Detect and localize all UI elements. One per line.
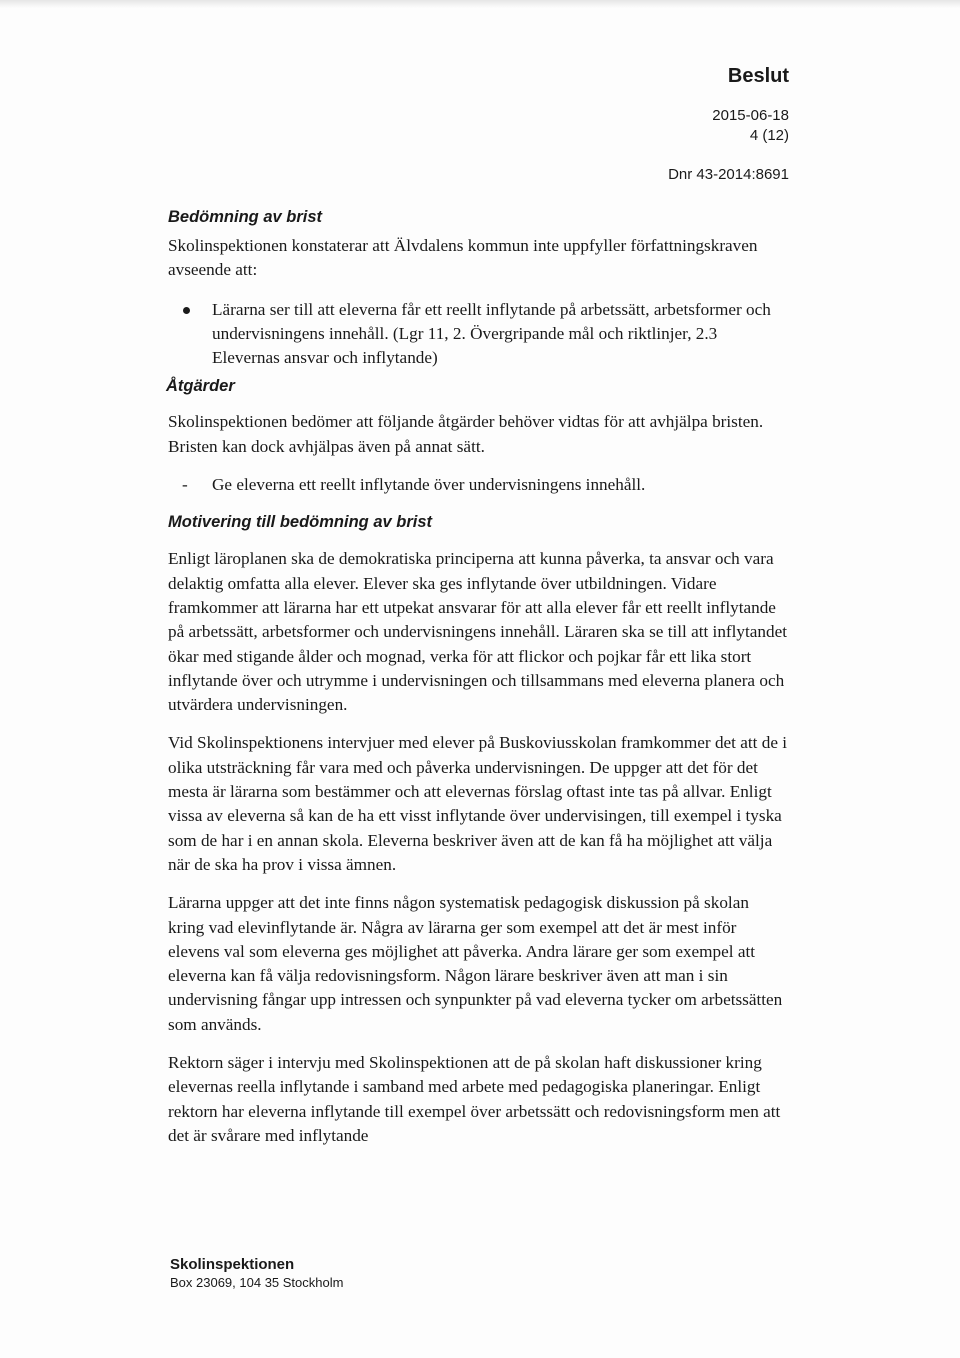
motivation-paragraph: Lärarna uppger att det inte finns någon systematisk pedagogisk diskussion på skolan kring vad elevinflytande är. Några av lärarna ger som exempel att det är mest inför elevens val som eleverna ges möjlighet att påverka. Andra lärare ger som exempel att eleverna kan få välja redovisningsform. Någon lärare beskriver även att man i sin undervisning fångar upp intressen och synpunkter på vad eleverna tycker om arbetssätten som används.: [168, 893, 783, 1034]
footer-organization: Skolinspektionen: [170, 1256, 295, 1273]
document-footer: [170, 1255, 343, 1291]
assessment-intro: Skolinspektionen konstaterar att Älvdalens kommun inte uppfyller författningskraven avseende att:: [168, 236, 758, 280]
measures-intro: Skolinspektionen bedömer att följande åtgärder behöver vidtas för att avhjälpa bristen. Bristen kan dock avhjälpas även på annat sätt.: [168, 412, 764, 456]
measures-list: [168, 473, 788, 497]
assessment-heading: Bedömning av brist: [168, 208, 323, 226]
footer-address: Box 23069, 104 35 Stockholm: [170, 1275, 344, 1290]
document-type: Beslut: [727, 65, 789, 87]
assessment-bullet-list: [168, 298, 788, 371]
bullet-icon: [183, 307, 190, 314]
dash-marker: -: [182, 475, 188, 495]
measure-text: Ge eleverna ett reellt inflytande över undervisningens innehåll.: [212, 475, 646, 495]
motivation-paragraph: Enligt läroplanen ska de demokratiska principerna att kunna påverka, ta ansvar och vara delaktig omfatta alla elever. Elever ska ges inflytande över utbildningen. Vidare framkommer att lärarna har ett utpekat ansvarar för att alla elever får ett reellt inflytande på arbetssätt, arbetsformer och undervisningens innehåll. Läraren ska se till att inflytandet ökar med stigande ålder och mognad, verka för att flickor och pojkar får ett lika stort inflytande över och utrymme i undervisningen och tillsammans med eleverna planera och utvärdera undervisningen.: [168, 549, 788, 715]
motivation-paragraph: Rektorn säger i intervju med Skolinspektionen att de på skolan haft diskussioner kring elevernas reella inflytande i samband med arbete med pedagogiska planeringar. Enligt rektorn har eleverna inflytande till exempel över arbetssätt och redovisningsform men att det är svårare med inflytande: [168, 1053, 781, 1145]
measures-heading: Åtgärder: [166, 377, 235, 396]
registration-number: Dnr 43-2014:8691: [668, 166, 789, 183]
bullet-text: Lärarna ser till att eleverna får ett reellt inflytande på arbetssätt, arbetsformer och undervisningens innehåll. (Lgr 11, 2. Övergripande mål och riktlinjer, 2.3 Elevernas ansvar och inflytande): [212, 299, 771, 368]
list-item: [212, 298, 788, 371]
list-item: [182, 473, 788, 497]
document-body: [168, 205, 788, 1148]
motivation-heading: Motivering till bedömning av brist: [168, 513, 433, 532]
document-date: 2015-06-18: [712, 107, 789, 124]
scan-edge: [0, 0, 960, 8]
document-header: [668, 66, 789, 185]
page-number: 4 (12): [749, 127, 789, 144]
motivation-paragraph: Vid Skolinspektionens intervjuer med elever på Buskoviusskolan framkommer det att de i olika utsträckning får vara med och påverka undervisningen. De uppger att det för det mesta är lärarna som bestämmer och att elevernas förslag oftast inte tas på allvar. Enligt vissa av eleverna så kan de ha ett visst inflytande över undervisingen, till exempel i tyska som de har i en annan skola. Eleverna beskriver även att de kan få ha möjlighet att välja när de ska ha prov i vissa ämnen.: [168, 733, 788, 874]
